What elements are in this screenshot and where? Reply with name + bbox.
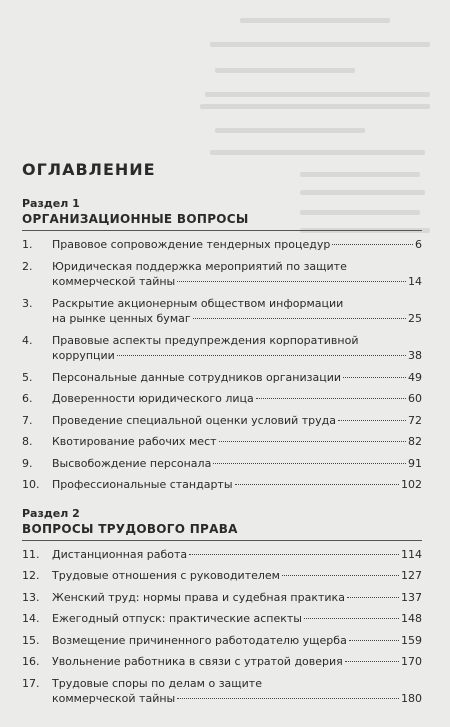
- toc-entry[interactable]: [22, 477, 422, 493]
- page-number: 6: [415, 238, 422, 251]
- entry-number: 7.: [22, 413, 33, 427]
- section-title: ВОПРОСЫ ТРУДОВОГО ПРАВА: [22, 521, 422, 541]
- dot-leader: [256, 398, 406, 399]
- entry-title-line: Возмещение причиненного работодателю ущерба: [52, 633, 347, 647]
- entry-title-line: Увольнение работника в связи с утратой доверия: [52, 655, 343, 668]
- entry-number: 16.: [22, 655, 40, 668]
- entry-title-line: коррупции: [52, 349, 115, 362]
- entry-last-line: [52, 611, 422, 627]
- entry-text: [52, 296, 422, 327]
- entry-number: 5.: [22, 370, 33, 384]
- toc-entry[interactable]: [22, 434, 422, 450]
- entry-last-line: [52, 477, 422, 493]
- toc-entry[interactable]: [22, 547, 422, 563]
- entry-number: 4.: [22, 333, 33, 347]
- toc-section: [22, 507, 422, 707]
- table-of-contents: [22, 160, 422, 713]
- dot-leader: [177, 698, 399, 699]
- entry-text: [52, 547, 422, 563]
- entry-number: 6.: [22, 392, 33, 405]
- entry-title-line: коммерческой тайны: [52, 692, 176, 705]
- toc-entry[interactable]: [22, 333, 422, 364]
- page-number: 14: [408, 275, 422, 288]
- entry-last-line: [52, 348, 422, 364]
- entry-title-line: Дистанционная работа: [52, 547, 188, 561]
- entry-last-line: [52, 391, 422, 407]
- toc-entry[interactable]: [22, 456, 422, 472]
- toc-entry[interactable]: [22, 259, 422, 290]
- entry-text: [52, 456, 422, 472]
- entry-text: [52, 633, 422, 649]
- page-number: 25: [408, 312, 422, 325]
- entry-title-line: Трудовые споры по делам о защите: [52, 676, 262, 690]
- entry-number: 1.: [22, 238, 33, 251]
- toc-sections: [22, 197, 422, 707]
- entry-title-line: Высвобождение персонала: [52, 456, 212, 470]
- entry-number: 13.: [22, 590, 40, 604]
- entry-number: 11.: [22, 547, 40, 561]
- entry-last-line: [52, 434, 422, 450]
- section-label: Раздел 2: [22, 506, 80, 520]
- entry-last-line: [52, 633, 422, 649]
- toc-entry[interactable]: [22, 370, 422, 386]
- toc-entry[interactable]: [22, 654, 422, 670]
- entry-text: [52, 413, 422, 429]
- entry-number: 17.: [22, 676, 40, 690]
- entry-title-line: Женский труд: нормы права и судебная практика: [52, 590, 345, 604]
- entry-text: [52, 237, 422, 253]
- entry-last-line: [52, 456, 422, 472]
- entry-number: 2.: [22, 259, 33, 273]
- dot-leader: [189, 554, 399, 555]
- page-number: 114: [401, 547, 422, 561]
- dot-leader: [345, 661, 399, 662]
- entry-text: [52, 434, 422, 450]
- dot-leader: [332, 244, 413, 245]
- dot-leader: [219, 441, 406, 442]
- entry-title-line: Квотирование рабочих мест: [52, 435, 217, 448]
- entry-title-line: Правовое сопровождение тендерных процедур: [52, 238, 331, 251]
- page-title: ОГЛАВЛЕНИЕ: [22, 160, 156, 179]
- entry-last-line: [52, 274, 422, 290]
- entry-text: [52, 259, 422, 290]
- dot-leader: [235, 484, 399, 485]
- section-label: Раздел 1: [22, 197, 80, 210]
- page-number: 102: [401, 478, 422, 491]
- toc-entry[interactable]: [22, 413, 422, 429]
- entry-text: [52, 654, 422, 670]
- entry-number: 10.: [22, 478, 40, 491]
- toc-section: [22, 197, 422, 493]
- dot-leader: [304, 618, 399, 619]
- dot-leader: [193, 318, 406, 319]
- entry-last-line: [52, 237, 422, 253]
- entry-text: [52, 477, 422, 493]
- dot-leader: [177, 281, 406, 282]
- dot-leader: [347, 597, 399, 598]
- entry-last-line: [52, 691, 422, 707]
- entry-title-line: Проведение специальной оценки условий труда: [52, 413, 336, 427]
- entry-title-line: Правовые аспекты предупреждения корпоративной: [52, 333, 359, 347]
- toc-entry[interactable]: [22, 237, 422, 253]
- entry-number: 12.: [22, 569, 40, 582]
- section-title: ОРГАНИЗАЦИОННЫЕ ВОПРОСЫ: [22, 211, 422, 231]
- page-number: 72: [408, 413, 422, 427]
- page-number: 49: [408, 370, 422, 384]
- entry-text: [52, 333, 422, 364]
- entry-text: [52, 370, 422, 386]
- entry-title-line: Персональные данные сотрудников организации: [52, 370, 341, 384]
- entry-last-line: [52, 311, 422, 327]
- entry-last-line: [52, 654, 422, 670]
- entry-title-line: Трудовые отношения с руководителем: [52, 569, 280, 582]
- page-number: 82: [408, 435, 422, 448]
- page-number: 170: [401, 655, 422, 668]
- entry-last-line: [52, 568, 422, 584]
- dot-leader: [213, 463, 406, 464]
- entry-title-line: на рынке ценных бумаг: [52, 312, 191, 325]
- page-number: 60: [408, 392, 422, 405]
- dot-leader: [349, 640, 399, 641]
- entry-text: [52, 611, 422, 627]
- entry-title-line: коммерческой тайны: [52, 275, 176, 288]
- toc-entry[interactable]: [22, 296, 422, 327]
- entry-last-line: [52, 370, 422, 386]
- entry-number: 8.: [22, 435, 33, 448]
- entry-number: 3.: [22, 296, 33, 310]
- page-number: 159: [401, 633, 422, 647]
- entry-last-line: [52, 547, 422, 563]
- entry-number: 9.: [22, 456, 33, 470]
- entry-last-line: [52, 590, 422, 606]
- page-number: 148: [401, 612, 422, 625]
- entry-last-line: [52, 413, 422, 429]
- page-number: 38: [408, 349, 422, 362]
- toc-entry[interactable]: [22, 611, 422, 627]
- toc-entry[interactable]: [22, 590, 422, 606]
- entry-number: 14.: [22, 612, 40, 625]
- toc-entry[interactable]: [22, 633, 422, 649]
- page-number: 180: [401, 692, 422, 705]
- entry-text: [52, 676, 422, 707]
- entry-title-line: Ежегодный отпуск: практические аспекты: [52, 612, 302, 625]
- entry-text: [52, 391, 422, 407]
- toc-entry[interactable]: [22, 676, 422, 707]
- entry-text: [52, 568, 422, 584]
- entry-text: [52, 590, 422, 606]
- toc-entry[interactable]: [22, 391, 422, 407]
- page-number: 137: [401, 590, 422, 604]
- page-number: 91: [408, 456, 422, 470]
- dot-leader: [117, 355, 406, 356]
- entry-title-line: Профессиональные стандарты: [52, 478, 233, 491]
- entry-number: 15.: [22, 633, 40, 647]
- dot-leader: [282, 575, 399, 576]
- entry-title-line: Раскрытие акционерным обществом информации: [52, 296, 344, 310]
- dot-leader: [338, 420, 406, 421]
- toc-entry[interactable]: [22, 568, 422, 584]
- entry-title-line: Юридическая поддержка мероприятий по защите: [52, 259, 347, 273]
- dot-leader: [343, 377, 406, 378]
- page-number: 127: [401, 569, 422, 582]
- entry-title-line: Доверенности юридического лица: [52, 392, 254, 405]
